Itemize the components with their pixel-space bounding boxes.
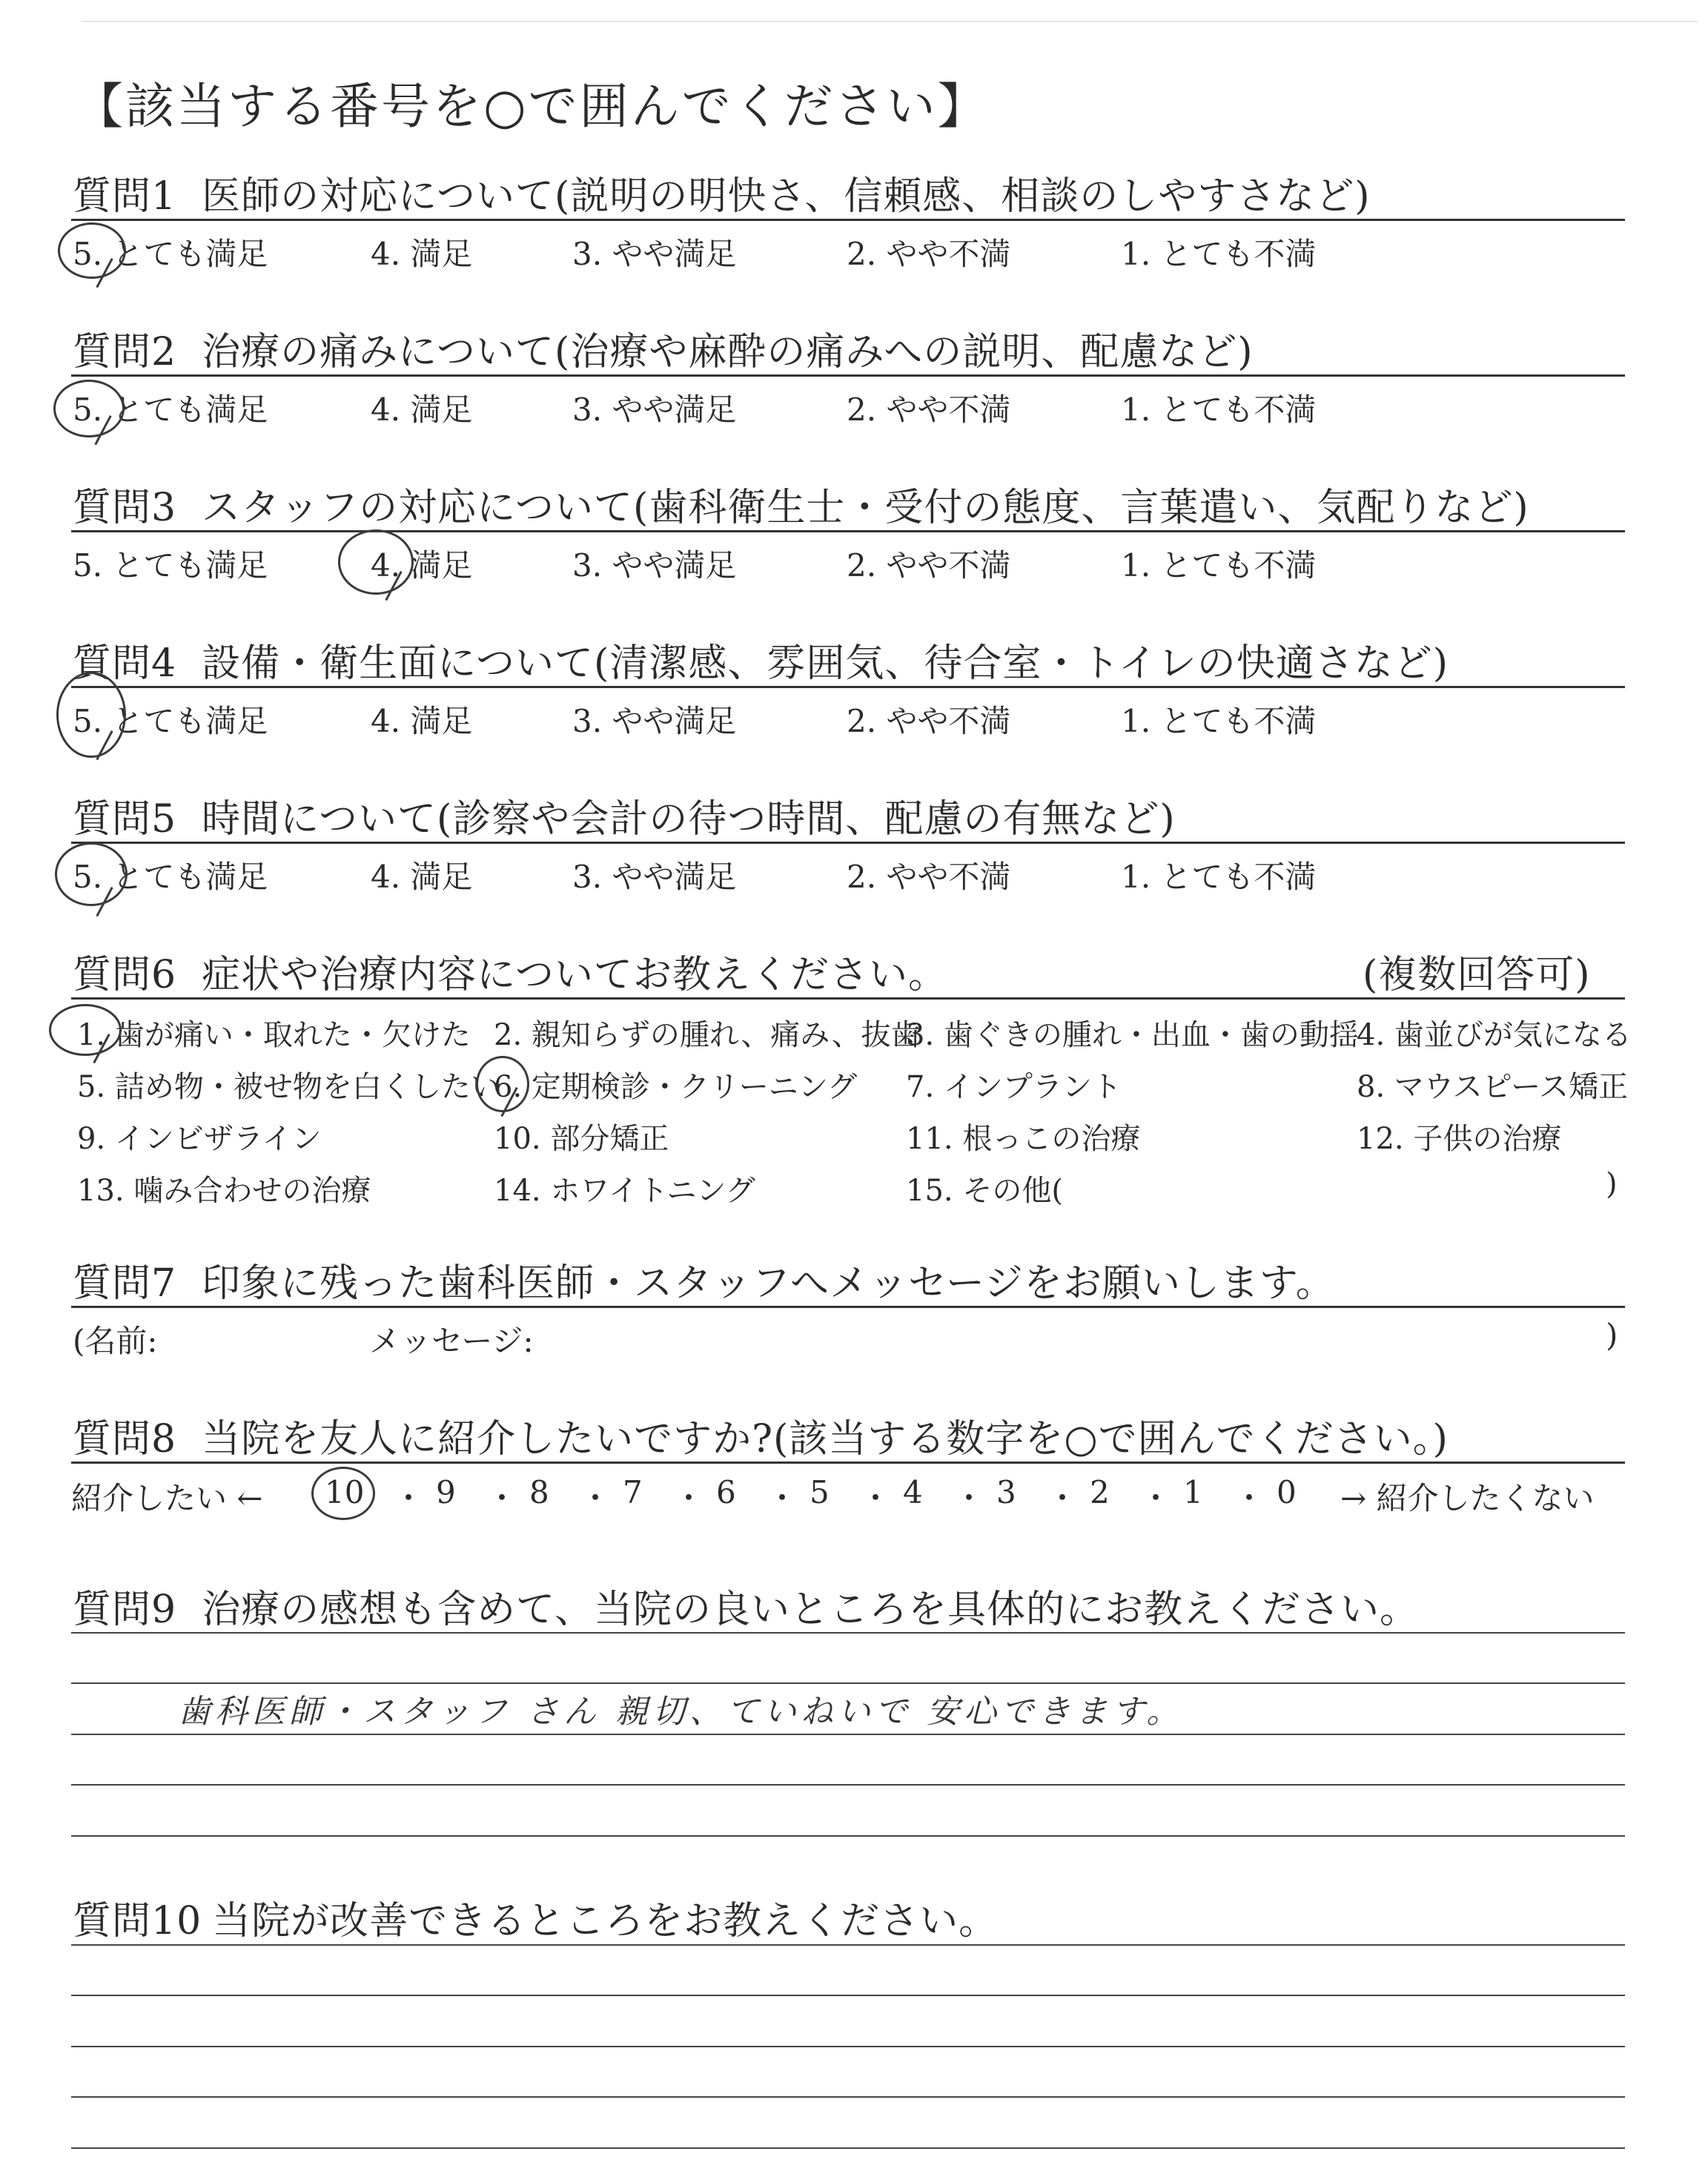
q8-dot: ・ — [860, 1480, 892, 1516]
q8-scale-5[interactable]: 5 — [810, 1474, 830, 1510]
q4-option-1[interactable]: 1. とても不満 — [1121, 703, 1317, 739]
q2-option-3[interactable]: 3. やや満足 — [572, 392, 737, 428]
question-8-heading — [73, 1407, 1449, 1463]
q8-scale-9[interactable]: 9 — [436, 1474, 456, 1510]
q7-message-label: メッセージ: — [369, 1323, 534, 1359]
q8-scale-4[interactable]: 4 — [903, 1474, 923, 1510]
q9-answer-line-1 — [71, 1632, 1625, 1634]
question-number: 質問4 — [73, 641, 177, 686]
q3-option-4[interactable]: 4. 満足 — [371, 547, 473, 584]
question-5-rule — [71, 842, 1625, 844]
question-number: 質問3 — [73, 486, 177, 530]
q10-answer-line-1 — [71, 1944, 1625, 1946]
question-text: 治療の感想も含めて、当院の良いところを具体的にお教えください。 — [202, 1588, 1420, 1632]
q4-option-3[interactable]: 3. やや満足 — [572, 703, 737, 739]
question-text: 設備・衛生面について(清潔感、雰囲気、待合室・トイレの快適さなど) — [202, 641, 1449, 686]
q8-dot: ・ — [767, 1480, 798, 1516]
q3-option-2[interactable]: 2. やや不満 — [847, 547, 1011, 584]
q6-option-11[interactable]: 11. 根っこの治療 — [906, 1122, 1141, 1156]
q9-answer-line-2 — [71, 1682, 1625, 1684]
q6-option-5[interactable]: 5. 詰め物・被せ物を白くしたい — [77, 1070, 500, 1104]
q8-scale-6[interactable]: 6 — [716, 1474, 736, 1510]
q5-option-1[interactable]: 1. とても不満 — [1121, 859, 1317, 895]
instruction-heading: 【該当する番号を○で囲んでください】 — [74, 78, 989, 135]
q8-left-label: 紹介したい ← — [71, 1480, 263, 1516]
question-number: 質問10 — [73, 1899, 202, 1943]
q8-dot: ・ — [673, 1480, 705, 1516]
question-text: スタッフの対応について(歯科衛生士・受付の態度、言葉遣い、気配りなど) — [202, 486, 1529, 530]
question-text: 印象に残った歯科医師・スタッフへメッセージをお願いします。 — [202, 1261, 1335, 1306]
q2-option-4[interactable]: 4. 満足 — [371, 392, 473, 428]
q7-close-paren: ) — [1606, 1317, 1618, 1353]
question-text: 時間について(診察や会計の待つ時間、配慮の有無など) — [202, 797, 1176, 842]
q3-option-5[interactable]: 5. とても満足 — [73, 547, 268, 584]
q6-option-3[interactable]: 3. 歯ぐきの腫れ・出血・歯の動揺 — [906, 1018, 1359, 1052]
q6-option-1[interactable]: 1. 歯が痛い・取れた・欠けた — [77, 1018, 471, 1052]
q6-option-9[interactable]: 9. インビザライン — [77, 1122, 322, 1156]
q10-answer-line-3 — [71, 2046, 1625, 2047]
q1-option-3[interactable]: 3. やや満足 — [572, 236, 737, 272]
q2-option-1[interactable]: 1. とても不満 — [1121, 392, 1317, 428]
question-8-rule — [71, 1462, 1625, 1464]
q1-option-5[interactable]: 5. とても満足 — [73, 236, 268, 272]
question-2-heading — [73, 320, 1254, 376]
q6-option-8[interactable]: 8. マウスピース矯正 — [1357, 1070, 1629, 1104]
q6-option-2[interactable]: 2. 親知らずの腫れ、痛み、抜歯 — [494, 1018, 921, 1052]
q8-scale-2[interactable]: 2 — [1090, 1474, 1110, 1510]
q8-scale-7[interactable]: 7 — [623, 1474, 643, 1510]
question-5-heading — [73, 787, 1176, 843]
question-10-heading — [73, 1889, 998, 1945]
q8-scale-10[interactable]: 10 — [325, 1474, 365, 1510]
question-3-rule — [71, 530, 1625, 532]
question-number: 質問5 — [73, 797, 177, 842]
q6-option-12[interactable]: 12. 子供の治療 — [1357, 1122, 1562, 1156]
question-3-heading — [73, 476, 1529, 532]
q2-option-5[interactable]: 5. とても満足 — [73, 392, 268, 428]
q8-dot: ・ — [1047, 1480, 1079, 1516]
q9-answer-line-3 — [71, 1734, 1625, 1735]
question-text: 当院が改善できるところをお教えください。 — [212, 1899, 999, 1943]
q6-option-15[interactable]: 15. その他( — [906, 1174, 1063, 1208]
q6-option-14[interactable]: 14. ホワイトニング — [494, 1174, 755, 1208]
question-1-heading — [73, 165, 1371, 220]
q8-scale-0[interactable]: 0 — [1277, 1474, 1297, 1510]
q8-scale-8[interactable]: 8 — [529, 1474, 549, 1510]
q5-option-4[interactable]: 4. 満足 — [371, 859, 473, 895]
q8-scale-3[interactable]: 3 — [996, 1474, 1016, 1510]
q5-option-5[interactable]: 5. とても満足 — [73, 859, 268, 895]
q6-option-10[interactable]: 10. 部分矯正 — [494, 1122, 669, 1156]
question-number: 質問9 — [73, 1588, 177, 1632]
q10-answer-line-4 — [71, 2096, 1625, 2098]
question-number: 質問7 — [73, 1261, 177, 1306]
q2-option-2[interactable]: 2. やや不満 — [847, 392, 1011, 428]
q8-dot: ・ — [580, 1480, 612, 1516]
question-number: 質問2 — [73, 330, 177, 374]
question-text: 治療の痛みについて(治療や麻酔の痛みへの説明、配慮など) — [202, 330, 1254, 374]
q8-dot: ・ — [486, 1480, 518, 1516]
q3-option-1[interactable]: 1. とても不満 — [1121, 547, 1317, 584]
question-6-rule — [71, 997, 1625, 1000]
q4-option-5[interactable]: 5. とても満足 — [73, 703, 268, 739]
question-text: 当院を友人に紹介したいですか?(該当する数字を○で囲んでください。) — [202, 1417, 1449, 1462]
q6-option-7[interactable]: 7. インプラント — [906, 1070, 1122, 1104]
question-2-rule — [71, 374, 1625, 377]
q5-option-3[interactable]: 3. やや満足 — [572, 859, 737, 895]
q9-handwritten-answer: 歯科医師・スタッフ さん 親切、ていねいで 安心できます。 — [178, 1693, 1184, 1731]
q7-name-label: (名前: — [73, 1323, 158, 1359]
question-6-note: (複数回答可) — [1363, 953, 1591, 997]
q3-option-3[interactable]: 3. やや満足 — [572, 547, 737, 584]
q5-option-2[interactable]: 2. やや不満 — [847, 859, 1011, 895]
question-4-heading — [73, 632, 1449, 687]
q6-option-4[interactable]: 4. 歯並びが気になる — [1357, 1018, 1632, 1052]
q8-dot: ・ — [393, 1480, 425, 1516]
q6-option-15-close-paren: ) — [1606, 1167, 1618, 1201]
question-1-rule — [71, 219, 1625, 221]
question-7-heading — [73, 1252, 1335, 1307]
q4-option-2[interactable]: 2. やや不満 — [847, 703, 1011, 739]
question-number: 質問8 — [73, 1417, 177, 1462]
q8-scale-1[interactable]: 1 — [1183, 1474, 1203, 1510]
question-9-heading — [73, 1578, 1419, 1634]
q6-option-13[interactable]: 13. 噛み合わせの治療 — [77, 1174, 371, 1208]
q1-option-2[interactable]: 2. やや不満 — [847, 236, 1011, 272]
question-text: 医師の対応について(説明の明快さ、信頼感、相談のしやすさなど) — [202, 174, 1371, 219]
question-text: 症状や治療内容についてお教えください。 — [202, 953, 948, 997]
q8-dot: ・ — [1140, 1480, 1172, 1516]
q8-right-label: → 紹介したくない — [1340, 1480, 1595, 1516]
q10-answer-line-5 — [71, 2147, 1625, 2149]
question-7-rule — [71, 1306, 1625, 1308]
q6-option-6[interactable]: 6. 定期検診・クリーニング — [494, 1070, 858, 1104]
q9-answer-line-5 — [71, 1835, 1625, 1837]
question-number: 質問6 — [73, 953, 177, 997]
q1-option-4[interactable]: 4. 満足 — [371, 236, 473, 272]
q8-dot: ・ — [1234, 1480, 1265, 1516]
question-number: 質問1 — [73, 174, 177, 219]
q8-dot: ・ — [953, 1480, 985, 1516]
q10-answer-line-2 — [71, 1995, 1625, 1996]
q4-option-4[interactable]: 4. 満足 — [371, 703, 473, 739]
question-6-heading — [73, 943, 947, 999]
q9-answer-line-4 — [71, 1784, 1625, 1786]
q1-option-1[interactable]: 1. とても不満 — [1121, 236, 1317, 272]
question-4-rule — [71, 686, 1625, 688]
